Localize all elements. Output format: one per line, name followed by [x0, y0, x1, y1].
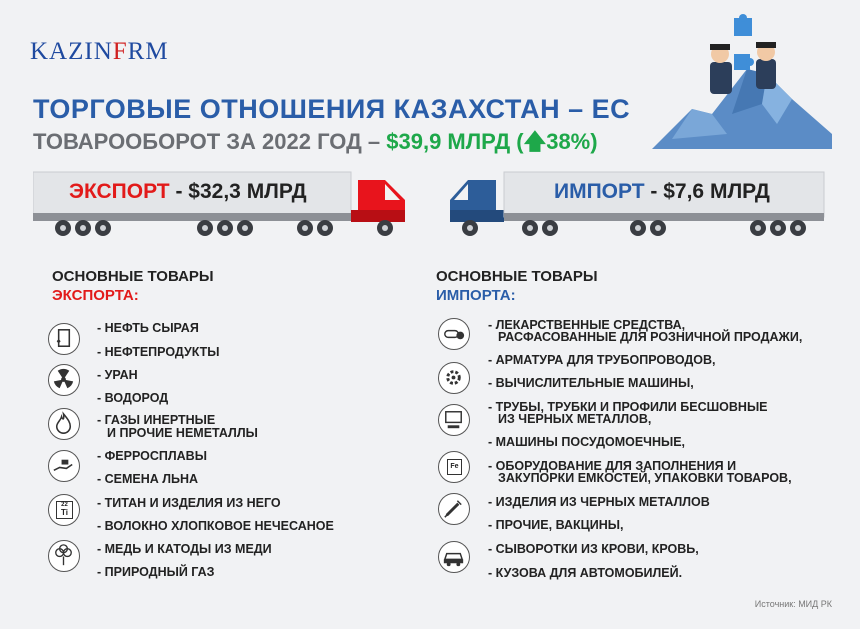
export-item: - ТИТАН И ИЗДЕЛИЯ ИЗ НЕГО [97, 496, 281, 510]
export-item: - ПРИРОДНЫЙ ГАЗ [97, 565, 215, 579]
import-item: - ВЫЧИСЛИТЕЛЬНЫЕ МАШИНЫ, [488, 376, 694, 390]
import-item: - ЛЕКАРСТВЕННЫЕ СРЕДСТВА, [488, 318, 686, 332]
fire-icon [48, 408, 80, 440]
import-item: ИЗ ЧЕРНЫХ МЕТАЛЛОВ, [498, 412, 652, 426]
syringe-icon [438, 493, 470, 525]
cotton-icon [48, 540, 80, 572]
export-item: - УРАН [97, 368, 138, 382]
import-item: - ТРУБЫ, ТРУБКИ И ПРОФИЛИ БЕСШОВНЫЕ [488, 400, 768, 414]
pipes-icon [438, 404, 470, 436]
titanium-element-icon: 22 Ti [48, 494, 80, 526]
radiation-icon [48, 364, 80, 396]
source-note: Источник: МИД РК [754, 599, 832, 609]
import-section-title: ОСНОВНЫЕ ТОВАРЫ ИМПОРТА: [436, 268, 598, 304]
up-arrow-icon: 🡅 [523, 129, 547, 154]
export-item: - ФЕРРОСПЛАВЫ [97, 449, 207, 463]
puzzle-mountain-illustration [652, 14, 832, 149]
export-item: - ГАЗЫ ИНЕРТНЫЕ [97, 413, 216, 427]
hand-metal-icon [48, 450, 80, 482]
oil-barrel-icon [48, 323, 80, 355]
export-item: И ПРОЧИЕ НЕМЕТАЛЛЫ [107, 426, 258, 440]
import-item: - СЫВОРОТКИ ИЗ КРОВИ, КРОВЬ, [488, 542, 699, 556]
car-icon [438, 541, 470, 573]
export-item: - СЕМЕНА ЛЬНА [97, 472, 199, 486]
trade-turnover-subtitle: ТОВАРООБОРОТ ЗА 2022 ГОД – $39,9 МЛРД (🡅38%) [33, 129, 598, 154]
bottling-icon: Fe [438, 451, 470, 483]
export-value: ЭКСПОРТ - $32,3 МЛРД [69, 180, 307, 203]
export-section-title: ОСНОВНЫЕ ТОВАРЫ ЭКСПОРТА: [52, 268, 214, 304]
import-item: - ОБОРУДОВАНИЕ ДЛЯ ЗАПОЛНЕНИЯ И [488, 459, 737, 473]
export-item: - ВОДОРОД [97, 391, 169, 405]
import-item: РАСФАСОВАННЫЕ ДЛЯ РОЗНИЧНОЙ ПРОДАЖИ, [498, 330, 803, 344]
page-title: ТОРГОВЫЕ ОТНОШЕНИЯ КАЗАХСТАН – ЕС [33, 94, 631, 124]
valve-gear-icon [438, 362, 470, 394]
export-item: - ВОЛОКНО ХЛОПКОВОЕ НЕЧЕСАНОЕ [97, 519, 334, 533]
export-item: - НЕФТЬ СЫРАЯ [97, 321, 199, 335]
import-item: - ИЗДЕЛИЯ ИЗ ЧЕРНЫХ МЕТАЛЛОВ [488, 495, 710, 509]
import-value: ИМПОРТ - $7,6 МЛРД [554, 180, 770, 203]
export-item: - МЕДЬ И КАТОДЫ ИЗ МЕДИ [97, 542, 272, 556]
export-item: - НЕФТЕПРОДУКТЫ [97, 345, 220, 359]
import-item: - АРМАТУРА ДЛЯ ТРУБОПРОВОДОВ, [488, 353, 716, 367]
import-item: - МАШИНЫ ПОСУДОМОЕЧНЫЕ, [488, 435, 686, 449]
import-item: ЗАКУПОРКИ ЕМКОСТЕЙ, УПАКОВКИ ТОВАРОВ, [498, 471, 792, 485]
pills-icon [438, 318, 470, 350]
import-item: - ПРОЧИЕ, ВАКЦИНЫ, [488, 518, 624, 532]
import-item: - КУЗОВА ДЛЯ АВТОМОБИЛЕЙ. [488, 566, 683, 580]
kazinform-logo: KAZINFRM [30, 38, 169, 65]
